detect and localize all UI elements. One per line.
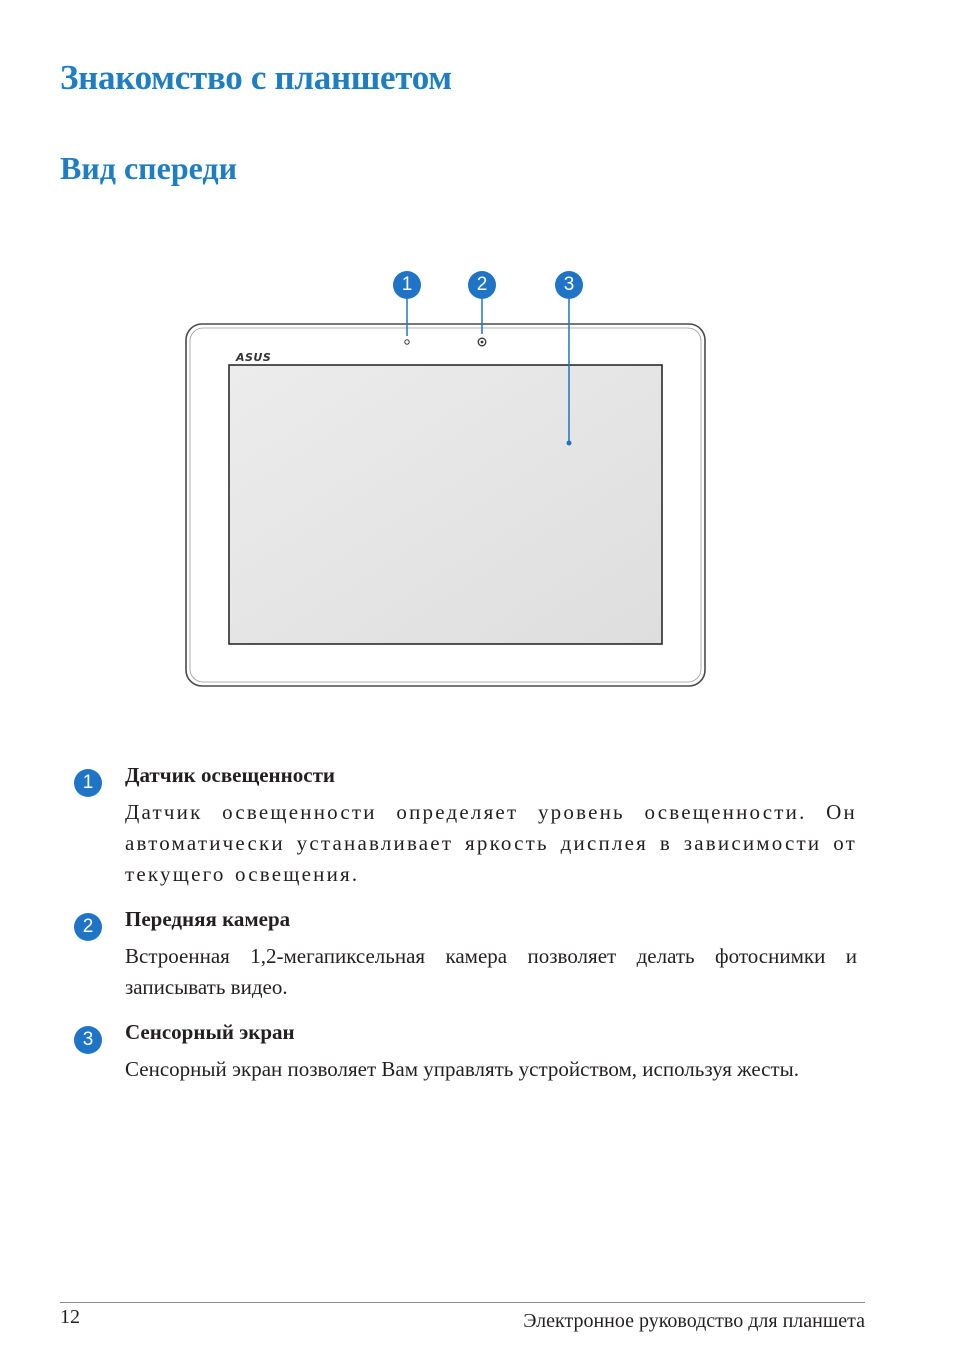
callout-point-3 [567,441,572,446]
item-number: 3 [74,1026,102,1054]
section-title: Вид спереди [60,150,238,186]
item-number: 1 [74,769,102,797]
asus-logo: ASUS [236,351,272,364]
touch-screen [229,365,662,644]
item-title: Сенсорный экран [125,1020,295,1044]
page-number: 12 [60,1306,80,1328]
callout-1: 1 [393,271,421,299]
callout-3: 3 [555,271,583,299]
item-text: Сенсорный экран позволяет Вам управлять устройством, используя жесты. [125,1057,800,1081]
item-text: Датчик освещенности определяет уровень освещенности. Он автоматически устанавливает яркость дисплея в зависимости от текущего освещения. [125,800,857,886]
item-text: Встроенная 1,2-мегапиксельная камера позволяет делать фотоснимки и записывать видео. [125,944,857,999]
item-title: Передняя камера [125,907,291,931]
footer-title: Электронное руководство для планшета [523,1310,865,1332]
item-number: 2 [74,913,102,941]
callout-2: 2 [468,271,496,299]
page-title: Знакомство с планшетом [60,58,452,97]
item-title: Датчик освещенности [125,763,335,787]
footer-divider [60,1302,865,1303]
